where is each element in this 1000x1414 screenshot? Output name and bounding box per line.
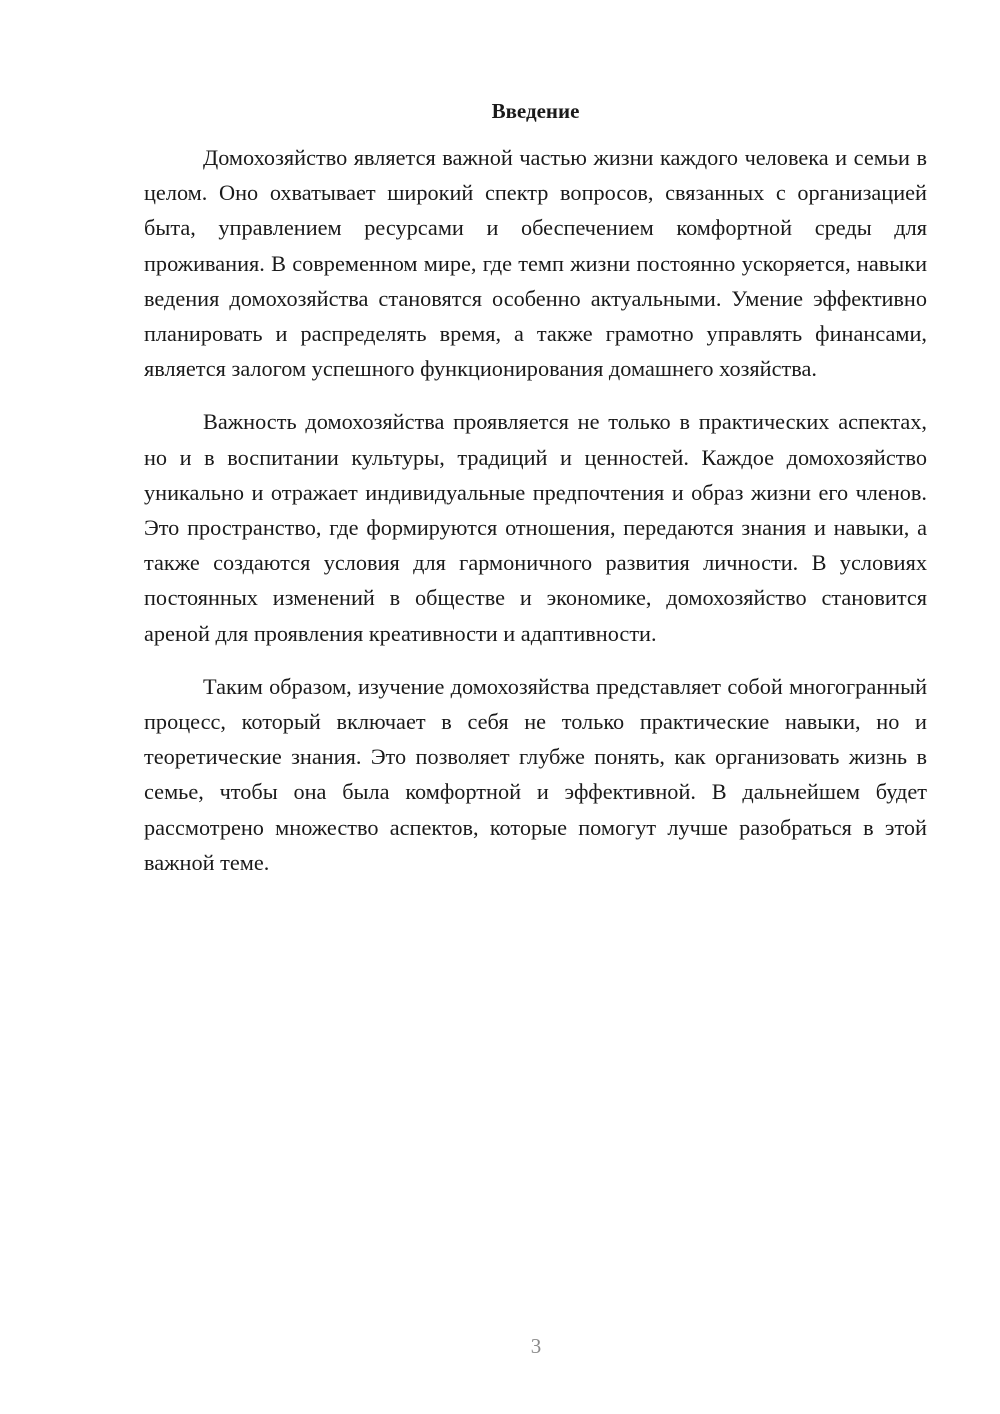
page-number: 3 xyxy=(530,1334,542,1358)
paragraph-1: Домохозяйство является важной частью жизни каждого человека и семьи в целом. Оно охватывает широкий спектр вопросов, связанных с организацией быта, управлением ресурсами и обеспечением комфортной среды для проживания. В современном мире, где темп жизни постоянно ускоряется, навыки ведения домохозяйства становятся особенно актуальными. Умение эффективно планировать и распределять время, а также грамотно управлять финансами, является залогом успешного функционирования домашнего хозяйства. xyxy=(144,145,927,382)
paragraph-2: Важность домохозяйства проявляется не только в практических аспектах, но и в воспитании культуры, традиций и ценностей. Каждое домохозяйство уникально и отражает индивидуальные предпочтения и образ жизни его членов. Это пространство, где формируются отношения, передаются знания и навыки, а также создаются условия для гармоничного развития личности. В условиях постоянных изменений в обществе и экономике, домохозяйство становится ареной для проявления креативности и адаптивности. xyxy=(144,409,927,646)
document-body xyxy=(144,140,927,898)
paragraph-3: Таким образом, изучение домохозяйства представляет собой многогранный процесс, который включает в себя не только практические навыки, но и теоретические знания. Это позволяет глубже понять, как организовать жизнь в семье, чтобы она была комфортной и эффективной. В дальнейшем будет рассмотрено множество аспектов, которые помогут лучше разобраться в этой важной теме. xyxy=(144,673,927,875)
page-title: Введение xyxy=(491,99,580,123)
